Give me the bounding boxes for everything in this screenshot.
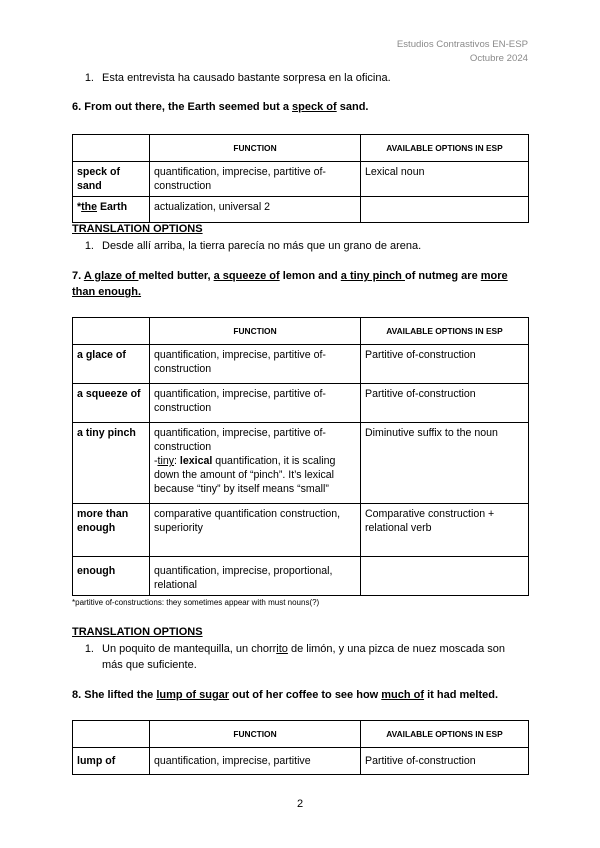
document-body (72, 70, 528, 775)
question-7-heading (72, 268, 528, 300)
q7-translation-item (72, 641, 528, 673)
page-header (397, 38, 528, 66)
label-rest: Earth (97, 201, 128, 213)
q6-text-pre: 6. From out there, the Earth seemed but a (72, 101, 293, 113)
q6-translation-item (72, 238, 528, 254)
translation-underlined: ito (276, 643, 288, 655)
q7-text-pre: 7. (72, 270, 84, 282)
table-header-row (73, 318, 529, 345)
q8-text-pre: 8. She lifted the (72, 689, 157, 701)
row-options: Diminutive suffix to the noun (361, 423, 529, 504)
table-header-row (73, 721, 529, 748)
page-number: 2 (296, 798, 304, 810)
list-text: Esta entrevista ha causado bastante sorpresa en la oficina. (102, 72, 391, 84)
table-row (73, 748, 529, 775)
function-explanation (154, 454, 356, 496)
row-options: Comparative construction + relational verb (361, 504, 529, 557)
explanation-underlined: tiny (157, 455, 175, 467)
header-empty-cell (73, 721, 150, 748)
row-options (361, 197, 529, 223)
q7-underlined-3: a tiny pinch (340, 270, 405, 282)
header-empty-cell (73, 135, 150, 162)
row-function (150, 423, 361, 504)
q7-footnote: *partitive of-constructions: they sometimes appear with must nouns(?) (72, 598, 320, 607)
header-options: AVAILABLE OPTIONS IN ESP (361, 135, 529, 162)
q7-underlined-4: more than enough. (72, 270, 508, 298)
label-asterisk: * (77, 201, 82, 213)
row-function: quantification, imprecise, proportional, relational (150, 557, 361, 596)
question-8-heading (72, 687, 528, 703)
list-number: 1. (84, 240, 94, 252)
row-label: enough (73, 557, 150, 596)
q7-text-mid2: lemon and (279, 270, 341, 282)
list-text (102, 641, 528, 673)
table-row (73, 384, 529, 423)
list-number: 1. (84, 72, 94, 84)
row-function: quantification, imprecise, partitive (150, 748, 361, 775)
row-label: a tiny pinch (73, 423, 150, 504)
row-label: a squeeze of (73, 384, 150, 423)
q7-text-mid3: of nutmeg are (404, 270, 481, 282)
row-label: lump of (73, 748, 150, 775)
table-row (73, 162, 529, 197)
intro-list-item (72, 70, 528, 86)
row-function: comparative quantification construction, superiority (150, 504, 361, 557)
row-options: Partitive of-construction (361, 384, 529, 423)
list-number: 1. (84, 643, 94, 655)
q8-underlined-1: lump of sugar (156, 689, 230, 701)
row-label: more than enough (73, 504, 150, 557)
header-empty-cell (73, 318, 150, 345)
q7-translation-title: TRANSLATION OPTIONS (72, 626, 203, 638)
row-label: speck of sand (73, 162, 150, 197)
row-function: quantification, imprecise, partitive of-construction (150, 384, 361, 423)
course-title: Estudios Contrastivos EN-ESP (396, 39, 528, 50)
function-text: quantification, imprecise, partitive of-construction (154, 427, 326, 453)
row-function: actualization, universal 2 (150, 197, 361, 223)
table-row (73, 197, 529, 223)
table-row (73, 423, 529, 504)
translation-part-2: de limón, y una pizca de nuez moscada son más que suficiente. (102, 643, 505, 671)
header-options: AVAILABLE OPTIONS IN ESP (361, 318, 529, 345)
row-function: quantification, imprecise, partitive of-construction (150, 345, 361, 384)
row-options: Partitive of-construction (361, 748, 529, 775)
q7-underlined-1: A glaze of (83, 270, 139, 282)
row-options (361, 557, 529, 596)
question-6-heading (72, 99, 528, 115)
table-row (73, 345, 529, 384)
row-options: Lexical noun (361, 162, 529, 197)
q8-table (72, 720, 529, 775)
table-row (73, 557, 529, 596)
q6-text-post: sand. (336, 101, 369, 113)
q6-translation-title: TRANSLATION OPTIONS (72, 223, 203, 235)
q6-table (72, 134, 529, 223)
header-function: FUNCTION (150, 135, 361, 162)
translation-part-1: Un poquito de mantequilla, un chorr (102, 643, 277, 655)
q8-underlined-2: much of (381, 689, 425, 701)
explanation-bold: lexical (179, 455, 213, 467)
row-label: a glace of (73, 345, 150, 384)
q8-text-post: it had melted. (424, 689, 499, 701)
label-underlined: the (81, 201, 98, 213)
q8-text-mid1: out of her coffee to see how (229, 689, 382, 701)
explanation-rest: quantification, it is scaling down the amount of “pinch”. It’s lexical because “tiny” by itself means “small” (154, 455, 336, 495)
table-row (73, 504, 529, 557)
header-options: AVAILABLE OPTIONS IN ESP (361, 721, 529, 748)
table-header-row (73, 135, 529, 162)
q7-table (72, 317, 529, 596)
header-date: Octubre 2024 (469, 53, 528, 64)
row-function: quantification, imprecise, partitive of-construction (150, 162, 361, 197)
q7-text-mid1: melted butter, (138, 270, 214, 282)
q6-underlined-1: speck of (292, 101, 337, 113)
explanation-colon: : (174, 455, 180, 467)
row-options: Partitive of-construction (361, 345, 529, 384)
explanation-dash: - (154, 455, 158, 467)
list-text: Desde allí arriba, la tierra parecía no más que un grano de arena. (102, 240, 422, 252)
q7-underlined-2: a squeeze of (213, 270, 280, 282)
row-label (73, 197, 150, 223)
header-function: FUNCTION (150, 721, 361, 748)
header-function: FUNCTION (150, 318, 361, 345)
